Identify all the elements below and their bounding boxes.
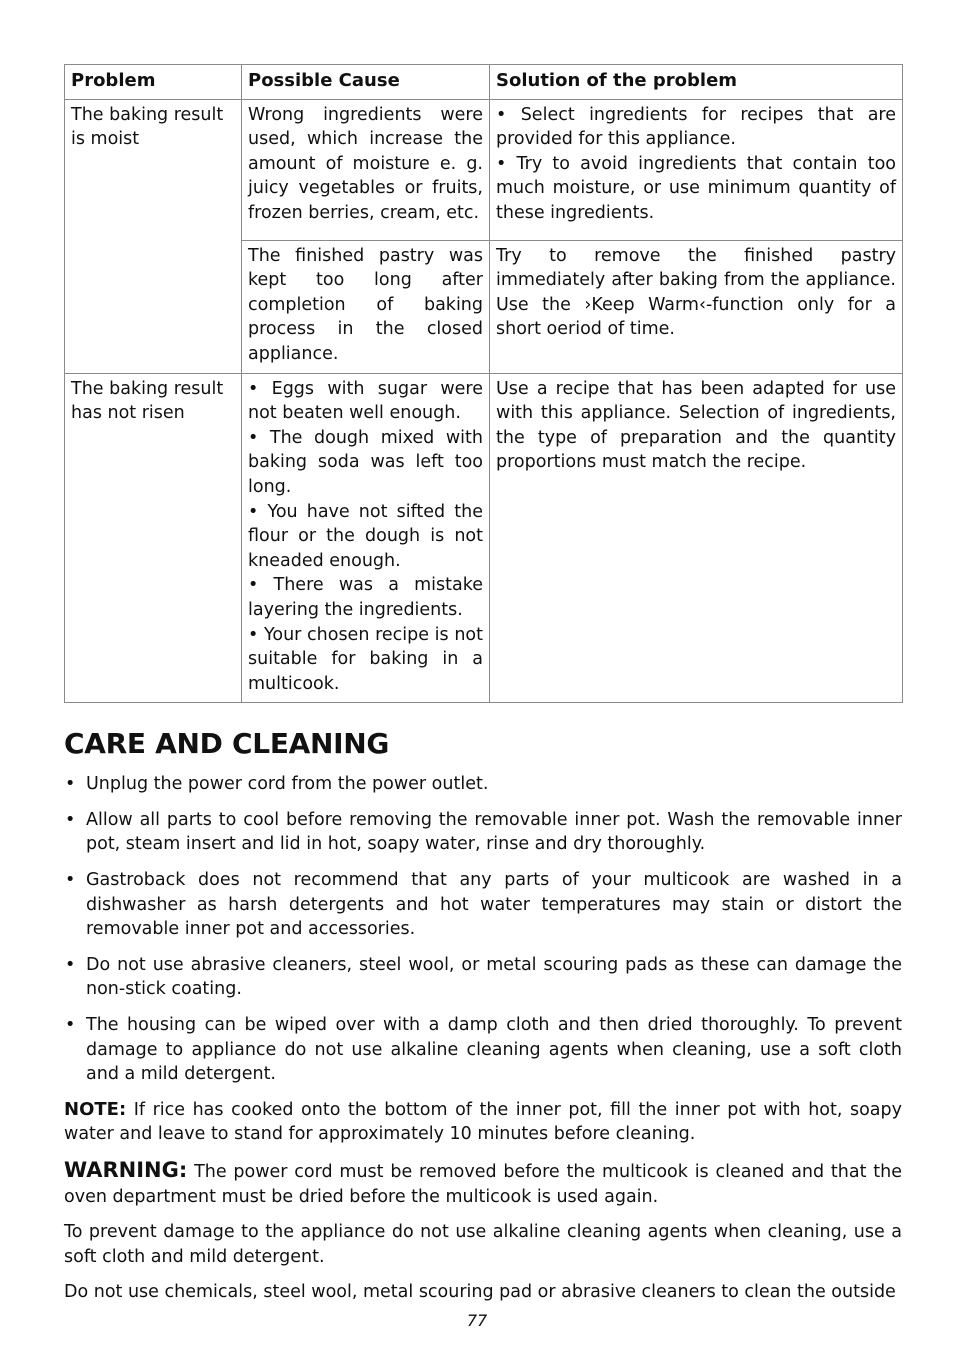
cause-text: • Eggs with sugar were not beaten well enough. — [248, 378, 483, 424]
note-paragraph — [64, 1098, 902, 1147]
body-paragraph: Do not use chemicals, steel wool, metal scouring pad or abrasive cleaners to clean the outside — [64, 1282, 896, 1303]
solution-cell — [490, 373, 903, 703]
problem-cell: The baking result is moist — [65, 99, 242, 373]
header-solution: Solution of the problem — [490, 65, 903, 100]
warning-paragraph — [64, 1158, 902, 1209]
cause-cell — [242, 240, 490, 373]
cause-cell — [242, 373, 490, 703]
solution-text: • Select ingredients for recipes that are provided for this appliance. — [496, 104, 896, 150]
care-list — [64, 772, 902, 1087]
section-title: CARE AND CLEANING — [64, 727, 390, 761]
cause-text: • Your chosen recipe is not suitable for baking in a multicook. — [248, 624, 483, 694]
list-item — [64, 808, 902, 857]
problem-cell: The baking result has not risen — [65, 373, 242, 703]
page-number: 77 — [466, 1311, 488, 1330]
bullet-icon: • — [65, 870, 76, 891]
warning-label: WARNING: — [64, 1158, 188, 1182]
list-item-text: Do not use abrasive cleaners, steel wool, or metal scouring pads as these can damage the non-stick coating. — [86, 954, 902, 1000]
bullet-icon: • — [65, 954, 76, 975]
cause-text: The finished pastry was kept too long after completion of baking process in the closed appliance. — [248, 245, 483, 364]
list-item-text: Allow all parts to cool before removing the removable inner pot. Wash the removable inner pot, steam insert and lid in hot, soapy water, rinse and dry thoroughly. — [86, 809, 902, 855]
table-header-row — [65, 65, 903, 100]
solution-cell — [490, 99, 903, 240]
list-item — [64, 772, 902, 797]
table-row — [65, 99, 903, 240]
bullet-icon: • — [65, 774, 76, 795]
bullet-icon: • — [65, 1015, 76, 1036]
cause-cell — [242, 99, 490, 240]
list-item — [64, 953, 902, 1002]
solution-text: Use a recipe that has been adapted for use with this appliance. Selection of ingredients, the type of preparation and the quantity proportions must match the recipe. — [496, 378, 896, 473]
cause-text: • You have not sifted the flour or the dough is not kneaded enough. — [248, 501, 483, 571]
troubleshooting-table — [64, 64, 903, 703]
note-label: NOTE: — [64, 1098, 127, 1120]
solution-cell — [490, 240, 903, 373]
cause-text: • The dough mixed with baking soda was left too long. — [248, 427, 483, 497]
list-item-text: Unplug the power cord from the power outlet. — [86, 774, 489, 795]
header-problem: Problem — [65, 65, 242, 100]
solution-text: • Try to avoid ingredients that contain too much moisture, or use minimum quantity of these ingredients. — [496, 153, 896, 223]
list-item-text: Gastroback does not recommend that any parts of your multicook are washed in a dishwasher as harsh detergents and hot water temperatures may stain or distort the removable inner pot and accessories. — [86, 870, 902, 940]
list-item-text: The housing can be wiped over with a damp cloth and then dried thoroughly. To prevent damage to appliance do not use alkaline cleaning agents when cleaning, use a soft cloth and a mild detergent. — [86, 1015, 902, 1085]
note-text: If rice has cooked onto the bottom of the inner pot, fill the inner pot with hot, soapy water and leave to stand for approximately 10 minutes before cleaning. — [64, 1099, 902, 1145]
body-paragraph: To prevent damage to the appliance do not use alkaline cleaning agents when cleaning, use a soft cloth and mild detergent. — [64, 1222, 902, 1267]
table-row — [65, 373, 903, 703]
warning-text: The power cord must be removed before the multicook is cleaned and that the oven department must be dried before the multicook is used again. — [64, 1162, 902, 1207]
cause-text: • There was a mistake layering the ingredients. — [248, 575, 483, 620]
solution-text: Try to remove the finished pastry immediately after baking from the appliance. Use the ›Keep Warm‹-function only for a short oeriod of time. — [496, 245, 896, 340]
page-content — [64, 64, 902, 1316]
header-possible-cause: Possible Cause — [242, 65, 490, 100]
cause-text: Wrong ingredients were used, which increase the amount of moisture e. g. juicy vegetables or fruits, frozen berries, cream, etc. — [248, 104, 483, 223]
list-item — [64, 1013, 902, 1087]
bullet-icon: • — [65, 809, 76, 830]
list-item — [64, 868, 902, 942]
